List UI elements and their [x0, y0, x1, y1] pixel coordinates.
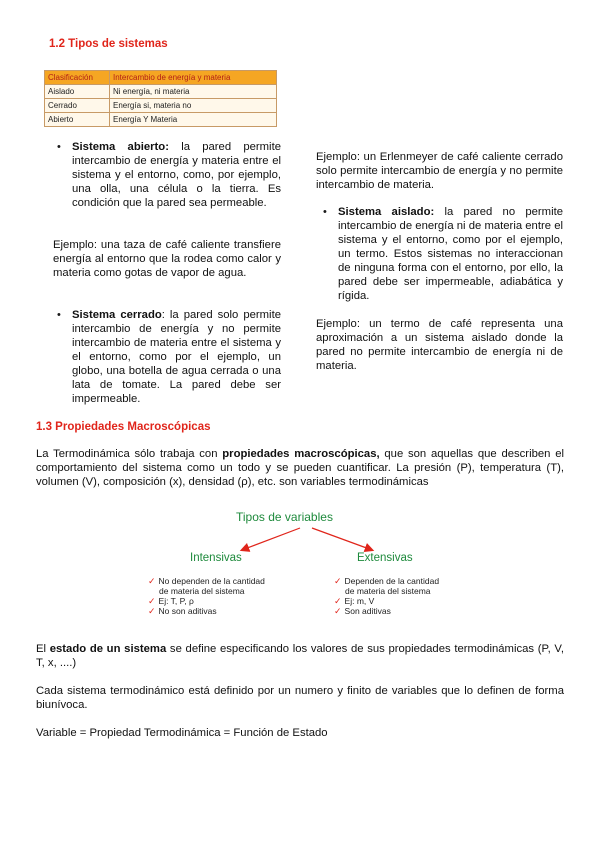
bullet-icon: •: [57, 141, 61, 153]
closed-system-paragraph: [72, 308, 281, 406]
list-item: ✓ Son aditivas: [334, 606, 391, 616]
macroscopic-text-a: La Termodinámica sólo trabaja con: [36, 448, 223, 460]
list-item: ✓ No dependen de la cantidad: [148, 576, 265, 586]
check-icon: ✓: [148, 576, 156, 586]
open-system-paragraph: [72, 140, 281, 210]
isolated-system-term: Sistema aislado:: [338, 206, 435, 218]
isolated-system-text: la pared no permite intercambio de energía ni de materia entre el sistema y el entorno, como por el ejemplo, un termo. Estos sistemas no interaccionan de ninguna forma con el entorno, por ello, la pared debe ser impermeable, adiabática y rígida.: [338, 206, 563, 302]
check-icon: ✓: [148, 606, 156, 616]
intensive-label: Intensivas: [190, 552, 242, 564]
closed-system-text: : la pared solo permite intercambio de energía y no permite intercambio de materia entre el sistema y el entorno, como por el ejemplo, un globo, una botella de agua cerrada o una lata de tomate. La pared debe ser impermeable.: [72, 309, 281, 405]
closed-system-term: Sistema cerrado: [72, 309, 162, 321]
table-header-cell: Intercambio de energía y materia: [110, 71, 277, 85]
open-system-term: Sistema abierto:: [72, 141, 169, 153]
example-thermos-paragraph: Ejemplo: un termo de café representa una aproximación a un sistema aislado donde la pared no permite intercambio de energía ni de materia.: [316, 318, 563, 372]
variable-equation: Variable = Propiedad Termodinámica = Función de Estado: [36, 727, 328, 739]
macroscopic-text-b: que son aquellas que describen el comportamiento del sistema como un todo y se pueden cuantificar. La presión (P), temperatura (T), volumen (V), composición (x), densidad (ρ), etc. son variables termodinámicas: [36, 448, 564, 488]
check-icon: ✓: [334, 596, 342, 606]
check-icon: ✓: [148, 596, 156, 606]
table-row: [45, 113, 277, 127]
table-header-row: [45, 71, 277, 85]
table-cell: Aislado: [45, 85, 110, 99]
macroscopic-term: propiedades macroscópicas,: [222, 448, 380, 460]
bullet-icon: •: [323, 206, 327, 218]
table-cell: Ni energía, ni materia: [110, 85, 277, 99]
table-cell: Abierto: [45, 113, 110, 127]
table-cell: Energía si, materia no: [110, 99, 277, 113]
isolated-system-paragraph: [338, 205, 563, 303]
section-heading-tipos: 1.2 Tipos de sistemas: [49, 38, 168, 50]
check-icon: ✓: [334, 606, 342, 616]
arrow-to-intensive: [242, 528, 300, 550]
list-item: ✓ Ej: m, V: [334, 596, 375, 606]
list-item: de materia del sistema: [345, 586, 431, 596]
list-item: de materia del sistema: [159, 586, 245, 596]
table-row: [45, 85, 277, 99]
table-cell: Energía Y Materia: [110, 113, 277, 127]
table-row: [45, 99, 277, 113]
bullet-icon: •: [57, 309, 61, 321]
systems-table: [44, 70, 277, 127]
open-system-text: la pared permite intercambio de energía y materia entre el sistema y el entorno, como, por ejemplo, una olla, una célula o la tierra. Es condición que la pared sea permeable.: [72, 141, 281, 209]
finite-variables-paragraph: Cada sistema termodinámico está definido por un numero y finito de variables que lo definen de forma biunívoca.: [36, 685, 564, 711]
table-cell: Cerrado: [45, 99, 110, 113]
extensive-label: Extensivas: [357, 552, 413, 564]
list-item: ✓ No son aditivas: [148, 606, 217, 616]
state-paragraph: El estado de un sistema se define especificando los valores de sus propiedades termodinámicas (P, V, T, x, ....): [36, 643, 565, 669]
example-erlenmeyer-paragraph: Ejemplo: un Erlenmeyer de café caliente cerrado solo permite intercambio de energía y no permite intercambio de materia.: [316, 151, 563, 191]
list-item: ✓ Dependen de la cantidad: [334, 576, 440, 586]
section-heading-propiedades: 1.3 Propiedades Macroscópicas: [36, 421, 211, 433]
diagram-title: Tipos de variables: [236, 510, 333, 524]
table-header-cell: Clasificación: [45, 71, 110, 85]
state-term: estado de un sistema: [49, 643, 167, 655]
check-icon: ✓: [334, 576, 342, 586]
example-cup-paragraph: Ejemplo: una taza de café caliente transfiere energía al entorno que la rodea como calor y materia como gotas de vapor de agua.: [53, 239, 281, 279]
macroscopic-paragraph: [36, 447, 564, 489]
list-item: ✓ Ej: T, P, ρ: [148, 596, 194, 606]
extensive-list: [334, 576, 484, 616]
intensive-list: [148, 576, 293, 616]
arrow-to-extensive: [312, 528, 372, 550]
